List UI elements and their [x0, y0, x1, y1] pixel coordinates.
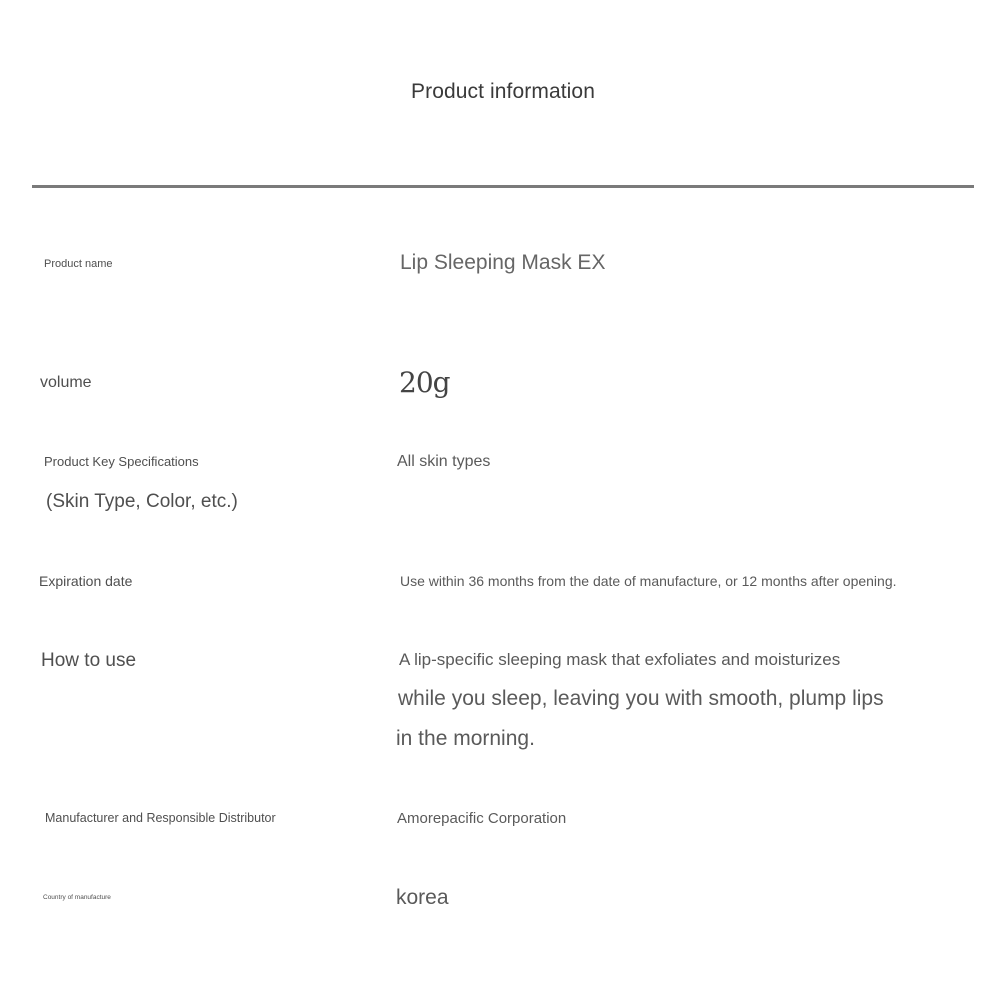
- volume-label: volume: [40, 374, 92, 391]
- manufacturer-label: Manufacturer and Responsible Distributor: [45, 811, 276, 825]
- product-name-label: Product name: [44, 258, 113, 270]
- how-to-use-text-line: in the morning.: [396, 727, 535, 750]
- volume-value: 20g: [399, 366, 450, 399]
- how-to-use-label: How to use: [41, 650, 137, 671]
- page-title: Product information: [411, 80, 595, 103]
- key-specs-label-detail: (Skin Type, Color, etc.): [46, 491, 238, 512]
- key-specs-value: All skin types: [397, 453, 491, 470]
- key-specs-label: Product Key Specifications: [44, 454, 199, 469]
- expiration-date-label: Expiration date: [39, 573, 133, 589]
- how-to-use-text-line: while you sleep, leaving you with smooth, plump lips: [398, 687, 884, 710]
- country-of-manufacture-label: Country of manufacture: [43, 894, 111, 901]
- how-to-use-text-line: A lip-specific sleeping mask that exfoliates and moisturizes: [399, 650, 841, 669]
- manufacturer-value: Amorepacific Corporation: [397, 810, 567, 827]
- header-divider: [32, 185, 974, 188]
- country-of-manufacture-value: korea: [396, 886, 449, 909]
- product-name-value: Lip Sleeping Mask EX: [400, 251, 606, 274]
- expiration-date-value: Use within 36 months from the date of manufacture, or 12 months after opening.: [400, 573, 897, 589]
